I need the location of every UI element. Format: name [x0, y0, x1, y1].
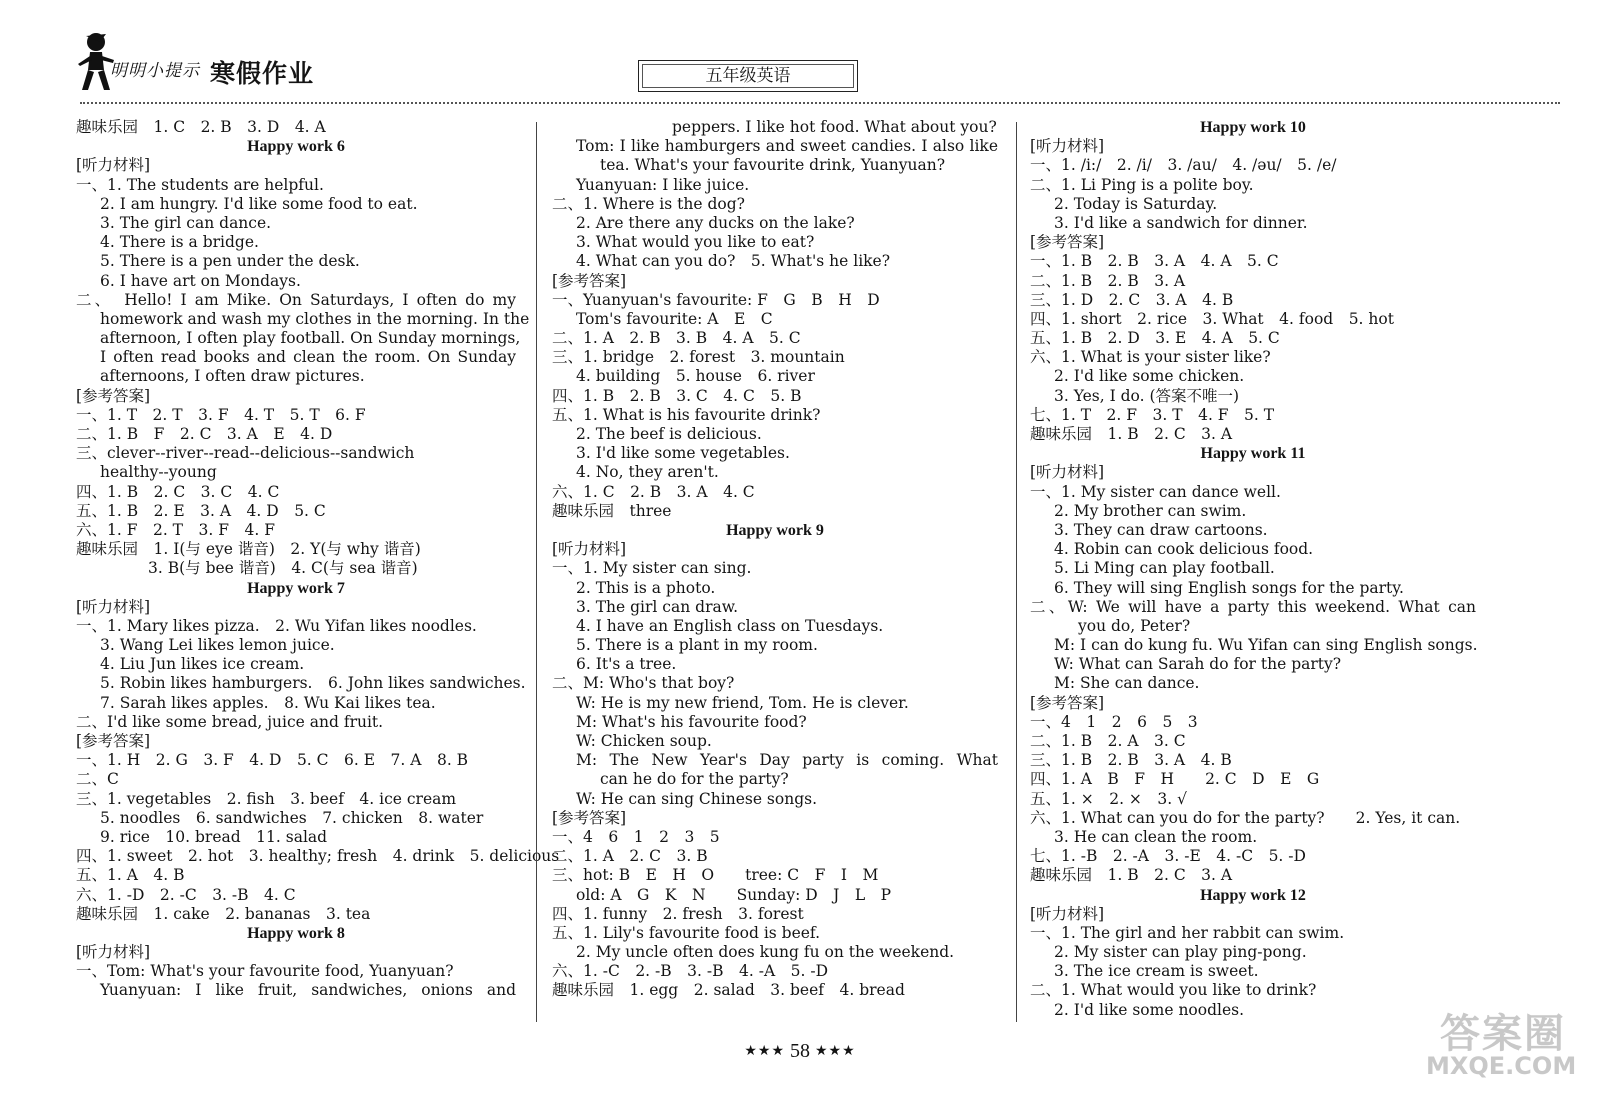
- answer-line: 七、1. -B 2. -A 3. -E 4. -C 5. -D: [1030, 847, 1306, 866]
- section-heading: Happy work 6: [247, 138, 345, 156]
- answer-line: [参考答案]: [552, 808, 627, 827]
- answer-line: W: Chicken soup.: [576, 732, 712, 750]
- answer-line: 3. What would you like to eat?: [576, 233, 815, 252]
- answer-line: Tom's favourite: A E C: [576, 309, 773, 328]
- answer-line: 三、clever--river--read--delicious--sandwich: [76, 444, 415, 463]
- answer-line: 三、hot: B E H O tree: C F I M: [552, 866, 879, 885]
- answer-line: [参考答案]: [76, 732, 151, 750]
- answer-line: 四、1. sweet 2. hot 3. healthy; fresh 4. drink 5. delicious: [76, 847, 560, 866]
- answer-column-middle: [552, 118, 998, 1001]
- answer-line: old: A G K N Sunday: D J L P: [576, 885, 892, 904]
- answer-line: 二、1. Li Ping is a polite boy.: [1030, 175, 1254, 194]
- answer-line: 3. The girl can draw.: [576, 597, 739, 616]
- answer-line: [听力材料]: [76, 943, 151, 962]
- answer-line: M: She can dance.: [1054, 674, 1200, 693]
- answer-line: 5. There is a pen under the desk.: [100, 252, 360, 271]
- answer-line: 五、1. Lily's favourite food is beef.: [552, 923, 821, 942]
- section-heading: Happy work 10: [1200, 119, 1306, 136]
- answer-line: 6. I have art on Mondays.: [100, 271, 301, 290]
- answer-line: 4. Liu Jun likes ice cream.: [100, 655, 305, 674]
- answer-line: Yuanyuan: I like fruit, sandwiches, onions and: [100, 981, 516, 1000]
- answer-line: 6. They will sing English songs for the party.: [1054, 578, 1404, 597]
- answer-line: 2. I am hungry. I'd like some food to eat.: [100, 194, 418, 213]
- answer-line: 一、1. My sister can dance well.: [1030, 482, 1281, 501]
- section-heading: Happy work 7: [247, 579, 345, 597]
- answer-line: 5. noodles 6. sandwiches 7. chicken 8. water: [100, 808, 484, 827]
- answer-line: 趣味乐园 three: [552, 501, 672, 520]
- answer-line: 2. Are there any ducks on the lake?: [576, 213, 855, 232]
- answer-line: 9. rice 10. bread 11. salad: [100, 827, 328, 846]
- answer-line: 二、 Hello! I am Mike. On Saturdays, I often do my: [76, 290, 516, 309]
- answer-line: 2. My brother can swim.: [1054, 501, 1247, 520]
- answer-line: 一、1. My sister can sing.: [552, 559, 752, 578]
- answer-line: 一、1. /i:/ 2. /i/ 3. /au/ 4. /əu/ 5. /e/: [1030, 156, 1337, 175]
- answer-line: 一、4 6 1 2 3 5: [552, 827, 720, 846]
- answer-line: 趣味乐园 1. cake 2. bananas 3. tea: [76, 904, 371, 923]
- answer-line: 4. There is a bridge.: [100, 233, 259, 252]
- page-number: 58: [790, 1040, 810, 1062]
- answer-line: M: The New Year's Day party is coming. What: [576, 751, 998, 770]
- answer-line: 三、1. B 2. B 3. A 4. B: [1030, 751, 1232, 770]
- answer-line: 二、C: [76, 770, 119, 789]
- answer-line: W: He is my new friend, Tom. He is clever.: [576, 693, 909, 712]
- answer-line: 趣味乐园 1. B 2. C 3. A: [1030, 425, 1233, 443]
- answer-line: 3. He can clean the room.: [1054, 827, 1258, 846]
- answer-line: healthy--young: [100, 463, 217, 482]
- section-heading: Happy work 8: [247, 924, 345, 942]
- answer-line: 2. The beef is delicious.: [576, 425, 762, 443]
- answer-line: 2. This is a photo.: [576, 578, 716, 597]
- brand-logo: [76, 30, 326, 98]
- answer-line: 6. It's a tree.: [576, 655, 677, 674]
- answer-column-left: [76, 118, 560, 1001]
- answer-line: I often read books and clean the room. On Sunday: [100, 348, 516, 367]
- answer-line: 4. building 5. house 6. river: [576, 367, 815, 386]
- answer-line: 一、1. The students are helpful.: [76, 175, 324, 194]
- answer-line: 二、1. A 2. C 3. B: [552, 847, 708, 866]
- answer-line: [听力材料]: [1030, 904, 1105, 923]
- logo-title: 寒假作业: [210, 59, 315, 88]
- answer-line: 5. There is a plant in my room.: [576, 636, 818, 655]
- answer-line: [听力材料]: [552, 540, 627, 559]
- answer-line: 五、1. B 2. D 3. E 4. A 5. C: [1030, 329, 1280, 348]
- answer-line: 二、1. A 2. B 3. B 4. A 5. C: [552, 329, 801, 348]
- answer-line: 三、1. bridge 2. forest 3. mountain: [552, 348, 845, 367]
- answer-line: 七、1. T 2. F 3. T 4. F 5. T: [1030, 405, 1275, 424]
- answer-line: 三、1. D 2. C 3. A 4. B: [1030, 290, 1234, 309]
- answer-line: 五、1. A 4. B: [76, 866, 185, 885]
- answer-line: 二、M: Who's that boy?: [552, 674, 735, 693]
- answer-line: 5. Robin likes hamburgers. 6. John likes sandwiches.: [100, 674, 526, 693]
- column-divider: [536, 122, 537, 1022]
- answer-line: [听力材料]: [76, 597, 151, 616]
- answer-line: 五、1. What is his favourite drink?: [552, 405, 821, 424]
- answer-line: 六、1. F 2. T 3. F 4. F: [76, 520, 275, 539]
- answer-line: 四、1. B 2. B 3. C 4. C 5. B: [552, 386, 802, 405]
- answer-line: 2. My sister can play ping-pong.: [1054, 943, 1307, 962]
- answer-line: 3. I'd like a sandwich for dinner.: [1054, 213, 1308, 232]
- answer-line: [参考答案]: [1030, 693, 1105, 712]
- answer-line: 趣味乐园 1. C 2. B 3. D 4. A: [76, 118, 326, 136]
- answer-line: 2. My uncle often does kung fu on the weekend.: [576, 943, 955, 962]
- answer-column-right: [1030, 118, 1476, 1020]
- answer-line: 六、1. -D 2. -C 3. -B 4. C: [76, 885, 296, 904]
- answer-line: M: What's his favourite food?: [576, 712, 807, 731]
- answer-line: 二、1. B 2. B 3. A: [1030, 271, 1186, 290]
- answer-line: you do, Peter?: [1078, 616, 1191, 635]
- answer-line: 3. B(与 bee 谐音) 4. C(与 sea 谐音): [148, 559, 418, 578]
- answer-line: 二、1. B F 2. C 3. A E 4. D: [76, 425, 333, 443]
- answer-line: 3. Yes, I do. (答案不唯一): [1054, 386, 1240, 405]
- answer-line: 3. Wang Lei likes lemon juice.: [100, 636, 335, 655]
- answer-line: [参考答案]: [76, 386, 151, 405]
- answer-line: 四、1. funny 2. fresh 3. forest: [552, 904, 804, 923]
- answer-line: 3. The girl can dance.: [100, 213, 272, 232]
- answer-line: 2. I'd like some chicken.: [1054, 367, 1245, 386]
- watermark: [1426, 1000, 1576, 1088]
- star-decoration: ★★★: [744, 1044, 785, 1059]
- answer-line: [听力材料]: [76, 156, 151, 175]
- answer-line: 一、1. T 2. T 3. F 4. T 5. T 6. F: [76, 405, 366, 424]
- watermark-url: MXQE.COM: [1426, 1052, 1577, 1080]
- answer-line: 五、1. B 2. E 3. A 4. D 5. C: [76, 501, 326, 520]
- answer-line: tea. What's your favourite drink, Yuanyuan?: [600, 156, 946, 175]
- answer-line: 趣味乐园 1. egg 2. salad 3. beef 4. bread: [552, 981, 905, 1000]
- answer-line: W: What can Sarah do for the party?: [1054, 655, 1342, 674]
- answer-line: 六、1. What is your sister like?: [1030, 348, 1271, 367]
- answer-line: 3. They can draw cartoons.: [1054, 520, 1268, 539]
- answer-line: 四、1. B 2. C 3. C 4. C: [76, 482, 280, 501]
- logo-script-text: 明明小提示: [110, 61, 200, 81]
- answer-line: 趣味乐园 1. I(与 eye 谐音) 2. Y(与 why 谐音): [76, 540, 421, 559]
- answer-line: 4. No, they aren't.: [576, 463, 719, 482]
- section-heading: Happy work 9: [726, 521, 824, 539]
- subject-title: 五年级英语: [638, 60, 858, 92]
- answer-line: 四、1. A B F H 2. C D E G: [1030, 770, 1320, 789]
- answer-line: [听力材料]: [1030, 463, 1105, 482]
- answer-line: 六、1. C 2. B 3. A 4. C: [552, 482, 755, 501]
- answer-line: peppers. I like hot food. What about you?: [672, 118, 997, 136]
- answer-line: 三、1. vegetables 2. fish 3. beef 4. ice cream: [76, 789, 457, 808]
- answer-line: 趣味乐园 1. B 2. C 3. A: [1030, 866, 1233, 885]
- section-heading: Happy work 12: [1200, 886, 1306, 904]
- answer-line: 六、1. -C 2. -B 3. -B 4. -A 5. -D: [552, 962, 829, 981]
- answer-line: can he do for the party?: [600, 770, 789, 789]
- answer-line: afternoon, I often play football. On Sunday mornings,: [100, 329, 521, 348]
- column-divider: [1016, 122, 1017, 1022]
- answer-line: 4. Robin can cook delicious food.: [1054, 540, 1314, 559]
- answer-line: 2. Today is Saturday.: [1054, 194, 1218, 213]
- answer-line: 一、1. H 2. G 3. F 4. D 5. C 6. E 7. A 8. B: [76, 751, 469, 770]
- answer-line: [参考答案]: [552, 271, 627, 290]
- answer-line: afternoons, I often draw pictures.: [100, 367, 365, 386]
- answer-line: [参考答案]: [1030, 233, 1105, 252]
- answer-line: 二、1. Where is the dog?: [552, 194, 745, 213]
- answer-line: 一、1. The girl and her rabbit can swim.: [1030, 923, 1345, 942]
- answer-line: 二、W: We will have a party this weekend. What can: [1030, 597, 1476, 616]
- answer-line: 3. I'd like some vegetables.: [576, 444, 790, 463]
- watermark-text: 答案圈: [1440, 1011, 1566, 1057]
- section-heading: Happy work 11: [1200, 445, 1306, 463]
- answer-line: 一、Tom: What's your favourite food, Yuanyuan?: [76, 962, 454, 981]
- page-footer: [0, 1040, 1600, 1063]
- answer-line: 一、4 1 2 6 5 3: [1030, 712, 1198, 731]
- header-divider: [80, 102, 1560, 104]
- answer-line: 二、I'd like some bread, juice and fruit.: [76, 712, 384, 731]
- answer-line: 2. I'd like some noodles.: [1054, 1000, 1245, 1019]
- answer-line: 四、1. short 2. rice 3. What 4. food 5. hot: [1030, 309, 1394, 328]
- answer-line: W: He can sing Chinese songs.: [576, 789, 818, 808]
- answer-line: 7. Sarah likes apples. 8. Wu Kai likes tea.: [100, 693, 436, 712]
- answer-line: 二、1. B 2. A 3. C: [1030, 732, 1186, 750]
- answer-line: 一、1. B 2. B 3. A 4. A 5. C: [1030, 252, 1279, 271]
- answer-line: [听力材料]: [1030, 137, 1105, 156]
- page-header: [70, 24, 1530, 106]
- answer-line: Tom: I like hamburgers and sweet candies. I also like: [576, 137, 998, 156]
- star-decoration: ★★★: [815, 1044, 856, 1059]
- answer-line: 五、1. × 2. × 3. √: [1030, 789, 1187, 808]
- answer-line: 5. Li Ming can play football.: [1054, 559, 1275, 578]
- answer-line: homework and wash my clothes in the morning. In the: [100, 309, 530, 328]
- answer-line: 3. The ice cream is sweet.: [1054, 962, 1259, 981]
- answer-line: 一、Yuanyuan's favourite: F G B H D: [552, 290, 880, 309]
- answer-line: 一、1. Mary likes pizza. 2. Wu Yifan likes noodles.: [76, 616, 477, 635]
- answer-line: 二、1. What would you like to drink?: [1030, 981, 1317, 1000]
- answer-line: M: I can do kung fu. Wu Yifan can sing English songs.: [1054, 636, 1478, 655]
- answer-line: 六、1. What can you do for the party? 2. Yes, it can.: [1030, 808, 1461, 827]
- answer-line: 4. What can you do? 5. What's he like?: [576, 252, 891, 271]
- answer-line: 4. I have an English class on Tuesdays.: [576, 616, 884, 635]
- answer-line: Yuanyuan: I like juice.: [576, 175, 750, 194]
